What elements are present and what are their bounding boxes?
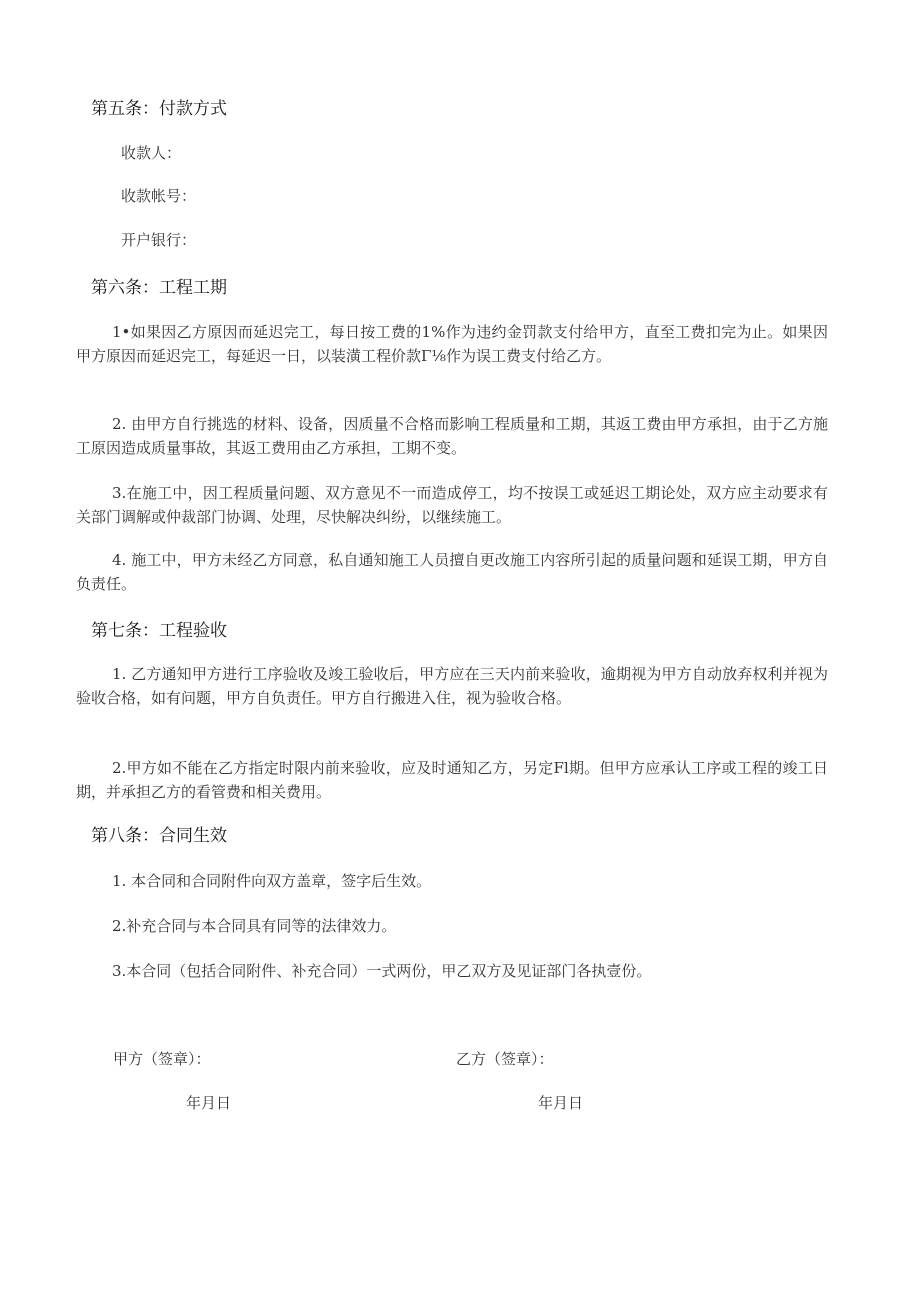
article6-item-4: 4. 施工中，甲方未经乙方同意，私自通知施工人员擅自更改施工内容所引起的质量问题和延误工期，甲方自负责任。 (76, 551, 828, 593)
article6-heading: 第六条：工程工期 (91, 278, 227, 298)
article6-item-1: 1•如果因乙方原因而延迟完工，每日按工费的1%作为违约金罚款支付给甲方，直至工费扣完为止。如果因甲方原因而延迟完工，每延迟一日，以装潢工程价款Γ⅛作为误工费支付给乙方。 (76, 323, 828, 365)
article6-item-3: 3.在施工中，因工程质量问题、双方意见不一而造成停工，均不按误工或延迟工期论处，双方应主动要求有关部门调解或仲裁部门协调、处理，尽快解决纠纷，以继续施工。 (76, 484, 828, 526)
article6-item-2: 2. 由甲方自行挑选的材料、设备，因质量不合格而影响工程质量和工期，其返工费由甲方承担，由于乙方施工原因造成质量事故，其返工费用由乙方承担，工期不变。 (76, 415, 828, 457)
article8-item-1: 1. 本合同和合同附件向双方盖章，签字后生效。 (112, 872, 432, 890)
article8-heading: 第八条：合同生效 (91, 826, 227, 846)
article7-item-2: 2.甲方如不能在乙方指定时限内前来验收，应及时通知乙方，另定Fl期。但甲方应承认工序或工程的竣工日期，并承担乙方的看管费和相关费用。 (76, 759, 828, 801)
article7-item-1: 1. 乙方通知甲方进行工序验收及竣工验收后，甲方应在三天内前来验收，逾期视为甲方自动放弃权利并视为验收合格，如有问题，甲方自负责任。甲方自行搬进入住，视为验收合格。 (76, 665, 828, 707)
party-a-date-label: 年月日 (186, 1094, 232, 1112)
article8-item-2: 2.补充合同与本合同具有同等的法律效力。 (112, 917, 397, 935)
party-b-signature-label: 乙方（签章）： (456, 1050, 554, 1068)
payee-field-label: 收款人： (121, 144, 182, 162)
party-b-date-label: 年月日 (538, 1094, 584, 1112)
party-a-signature-label: 甲方（签章）： (113, 1050, 211, 1068)
article7-heading: 第七条：工程验收 (91, 621, 227, 641)
article5-heading: 第五条：付款方式 (91, 99, 227, 119)
account-field-label: 收款帐号： (121, 187, 197, 205)
bank-field-label: 开户银行： (121, 231, 197, 249)
article8-item-3: 3.本合同（包括合同附件、补充合同）一式两份，甲乙双方及见证部门各执壹份。 (112, 962, 652, 980)
